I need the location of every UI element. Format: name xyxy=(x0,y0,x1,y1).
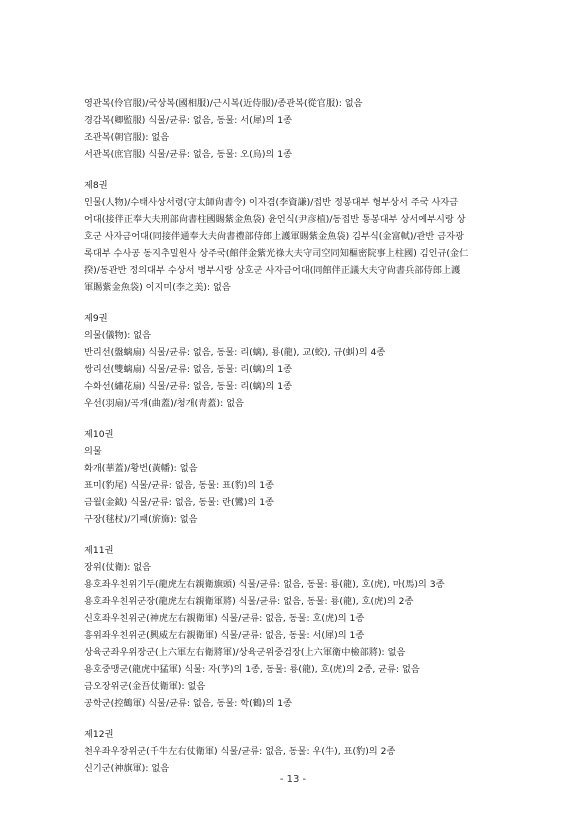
text-line: 호군 사자금어대(同接伴通奉大夫尙書禮部侍郎上護軍賜紫金魚袋) 김부식(金富軾)/관반 금자광 xyxy=(84,231,464,242)
text-line: 표미(豹尾) 식물/균류: 없음, 동물: 표(豹)의 1종 xyxy=(84,480,274,491)
text-line: 장위(仗衛): 없음 xyxy=(84,562,152,573)
text-line: 용호좌우친위기두(龍虎左右親衛旗頭) 식물/균류: 없음, 동물: 룡(龍), 호(虎), 마(馬)의 3종 xyxy=(84,579,445,590)
text-line: 의물(儀物): 없음 xyxy=(84,330,152,341)
text-line: 공학군(控鶴軍) 식물/균류: 없음, 동물: 학(鶴)의 1종 xyxy=(84,698,292,709)
section-heading: 제12권 xyxy=(84,729,114,740)
text-line: 흥위좌우친위군(興威左右親衛軍) 식물/균류: 없음, 동물: 서(犀)의 1종 xyxy=(84,630,365,641)
text-line: 금월(金鉞) 식물/균류: 없음, 동물: 란(鸞)의 1종 xyxy=(84,497,274,508)
text-line: 서관복(庶官服) 식물/균류: 없음, 동물: 오(烏)의 1종 xyxy=(84,149,292,160)
text-line: 신호좌우친위군(神虎左右親衛軍) 식물/균류: 없음, 동물: 호(虎)의 1종 xyxy=(84,613,365,624)
text-line: 인물(人物)/수태사상서령(守太師尙書令) 이자겸(李資謙)/접반 정봉대부 형부상서 주국 사자금 xyxy=(84,197,459,208)
text-line: 軍賜紫金魚袋) 이지미(李之美): 없음 xyxy=(84,282,231,293)
text-line: 의물 xyxy=(84,446,102,457)
section-heading: 제8권 xyxy=(84,180,108,191)
text-line: 구장(毬杖)/기패(旂旆): 없음 xyxy=(84,514,198,525)
section-heading: 제10권 xyxy=(84,429,114,440)
text-line: 신기군(神旗軍): 없음 xyxy=(84,763,170,774)
text-line: 쌍리선(雙螭扇) 식물/균류: 없음, 동물: 리(螭)의 1종 xyxy=(84,364,292,375)
text-line: 揆)/동관반 정의대부 수상서 병부시랑 상호군 사자금어대(同館伴正議大夫守尙書兵部侍郎上護 xyxy=(84,265,461,276)
text-line: 록대부 수사공 동지추밀원사 상주국(館伴金紫光祿大夫守司空同知樞密院事上柱國) 김인규(金仁 xyxy=(84,248,469,259)
text-line: 우선(羽扇)/곡개(曲蓋)/청개(靑蓋): 없음 xyxy=(84,398,244,409)
text-line: 용호좌우친위군장(龍虎左右親衛軍將) 식물/균류: 없음, 동물: 룡(龍), 호(虎)의 2종 xyxy=(84,596,414,607)
text-line: 천우좌우장위군(千牛左右仗衛軍) 식물/균류: 없음, 동물: 우(牛), 표(豹)의 2종 xyxy=(84,746,396,757)
section-heading: 제11권 xyxy=(84,545,114,556)
text-line: 어대(接伴正奉大夫刑部尙書柱國賜紫金魚袋) 윤언식(尹彦植)/동접반 통봉대부 상서예부시랑 상 xyxy=(84,214,466,225)
text-line: 화개(華蓋)/황번(黃幡): 없음 xyxy=(84,463,198,474)
text-line: 조관복(朝官服): 없음 xyxy=(84,132,170,143)
text-line: 경감복(卿監服) 식물/균류: 없음, 동물: 서(犀)의 1종 xyxy=(84,115,292,126)
text-line: 용호중맹군(龍虎中猛軍) 식물: 자(芧)의 1종, 동물: 룡(龍), 호(虎)의 2종, 균류: 없음 xyxy=(84,664,420,675)
text-line: 영관복(伶官服)/국상복(國相服)/근시복(近侍服)/종관복(從官服): 없음 xyxy=(84,98,363,109)
text-line: 수화선(繡花扇) 식물/균류: 없음, 동물: 리(螭)의 1종 xyxy=(84,381,292,392)
text-line: 상육군좌우위장군(上六軍左右衛將軍)/상육군위중검장(上六軍衛中檢部將): 없음 xyxy=(84,647,406,658)
text-line: 금오장위군(金吾仗衛軍): 없음 xyxy=(84,681,206,692)
section-heading: 제9권 xyxy=(84,313,108,324)
text-line: 반리선(盤螭扇) 식물/균류: 없음, 동물: 리(螭), 룡(龍), 교(蛟), 규(虯)의 4종 xyxy=(84,347,386,358)
page-number: - 13 - xyxy=(279,774,307,785)
